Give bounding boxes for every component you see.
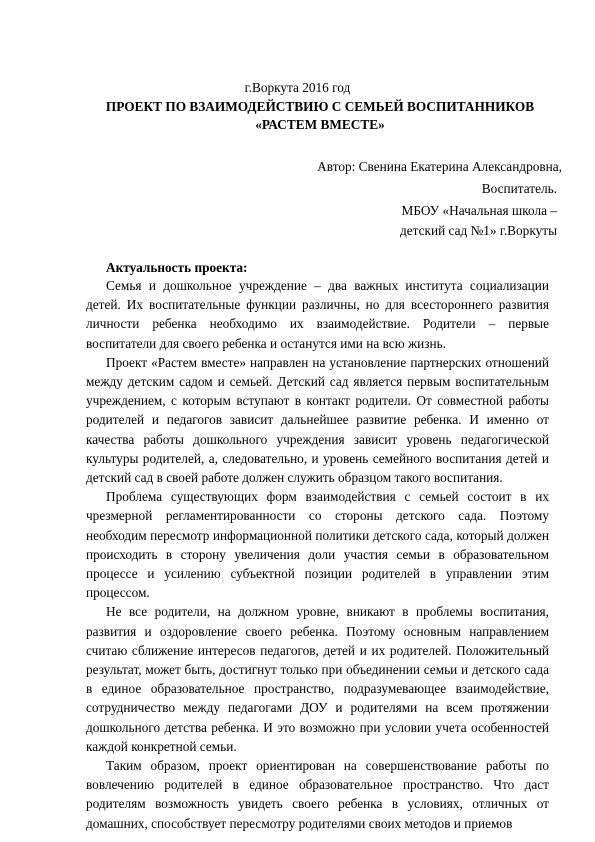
paragraph: Проект «Растем вместе» направлен на установление партнерских отношений между детским садом и семьей. Детский сад является первым воспитательным учреждением, с которым вступают в контакт родители. От совместной работы родителей и педагогов зависит дальнейшее развитие ребенка. И именно от качества работы дошкольного учреждения зависит уровень педагогической культуры родителей, а, следовательно, и уровень семейного воспитания детей и детский сад в своей работе должен служить образцом такого воспитания. — [86, 354, 549, 486]
author-position: Воспитатель. — [481, 181, 557, 196]
paragraph: Не все родители, на должном уровне, вникают в проблемы воспитания, развития и оздоровление своего ребенка. Поэтому основным направлением считаю сближение интересов педагогов, детей и их родителей. Положительный результат, может быть, достигнут только при объединении семьи и детского сада в единое образовательное пространство, подразумевающее взаимодействие, сотрудничество между педагогами ДОУ и родителями на всем протяжении дошкольного детства ребенка. И это возможно при условии учета особенностей каждой конкретной семьи. — [86, 604, 549, 754]
author-name: Автор: Свенина Екатерина Александровна, — [317, 159, 562, 174]
body-text — [86, 276, 549, 833]
document-title: ПРОЕКТ ПО ВЗАИМОДЕЙСТВИЮ С СЕМЬЕЙ ВОСПИТАННИКОВ — [105, 99, 535, 114]
project-name: «РАСТЕМ ВМЕСТЕ» — [255, 117, 385, 132]
paragraph: Проблема существующих форм взаимодействия с семьей состоит в их чрезмерной регламентированности со стороны детского сада. Поэтому необходим пересмотр информационной политики детского сада, который должен происходить в сторону увеличения доли участия семьи в образовательном процессе и усилению субъектной позиции родителей в управлении этим процессом. — [86, 489, 549, 601]
author-organization-cont: детский сад №1» г.Воркуты — [399, 223, 557, 238]
author-organization: МБОУ «Начальная школа – — [401, 203, 557, 218]
section-heading: Актуальность проекта: — [106, 260, 248, 275]
paragraph: Семья и дошкольное учреждение – два важных института социализации детей. Их воспитательные функции различны, но для всестороннего развития личности ребенка необходимо их взаимодействие. Родители – первые воспитатели для своего ребенка и останутся ими на всю жизнь. — [86, 278, 549, 351]
paragraph: Таким образом, проект ориентирован на совершенствование работы по вовлечению родителей в единое образовательное пространство. Что даст родителям возможность увидеть своего ребенка в условиях, отличных от домашних, способствует пересмотру родителями своих методов и приемов — [86, 758, 549, 831]
place-year: г.Воркута 2016 год — [244, 80, 351, 95]
